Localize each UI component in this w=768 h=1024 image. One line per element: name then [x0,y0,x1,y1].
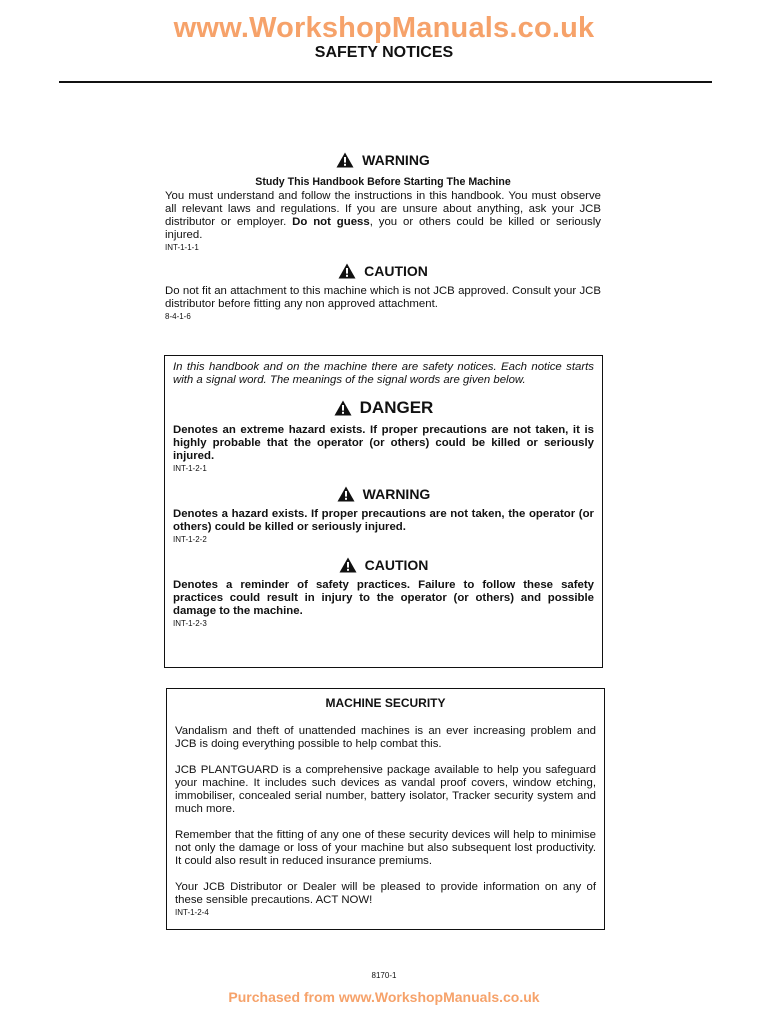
caution-notice [165,263,601,322]
warning-triangle-icon [339,557,357,573]
watermark-bottom: Purchased from www.WorkshopManuals.co.uk [228,989,540,1005]
security-paragraph: Your JCB Distributor or Dealer will be pleased to provide information on any of these sensible precautions. ACT NOW! [175,881,596,906]
box-caution-heading [173,557,594,573]
danger-ref: INT-1-2-1 [173,464,207,473]
caution-ref: 8-4-1-6 [165,312,191,321]
warning-triangle-icon [338,263,356,279]
warning-subtitle: Study This Handbook Before Starting The Machine [255,176,511,188]
security-ref: INT-1-2-4 [175,908,209,917]
danger-heading [173,398,594,418]
warning-triangle-icon [337,486,355,502]
danger-signal-word: DANGER [359,398,434,417]
page-title: SAFETY NOTICES [314,44,454,61]
signal-words-box [164,355,603,668]
danger-text: Denotes an extreme hazard exists. If proper precautions are not taken, it is highly probable that the operator (or others) could be killed or seriously injured. [173,424,594,462]
box-caution-text: Denotes a reminder of safety practices. Failure to follow these safety practices could result in injury to the operator (or others) and possible damage to the machine. [173,579,594,617]
box-caution-ref: INT-1-2-3 [173,619,207,628]
warning-signal-word: WARNING [362,152,430,168]
warning-triangle-icon [336,152,354,168]
warning-text: You must understand and follow the instructions in this handbook. You must observe all relevant laws and regulations. If you are unsure about anything, ask your JCB distributor or employer. Do not guess, you or others could be killed or seriously injured. [165,190,601,241]
page-number: 8170-1 [371,971,397,980]
warning-ref: INT-1-1-1 [165,243,199,252]
box-warning-signal-word: WARNING [362,486,431,502]
security-paragraph: Remember that the fitting of any one of these security devices will help to minimise not only the damage or loss of your machine but also subsequent lost productivity. It could also result in reduced insurance premiums. [175,829,596,867]
warning-heading [165,152,601,168]
machine-security-title: MACHINE SECURITY [325,696,446,710]
box-warning-heading [173,486,594,502]
caution-heading [165,263,601,279]
warning-notice [165,152,601,253]
machine-security-box [166,688,605,930]
caution-signal-word: CAUTION [364,263,428,279]
box-caution-signal-word: CAUTION [364,557,429,573]
security-paragraph: JCB PLANTGUARD is a comprehensive package available to help you safeguard your machine. It includes such devices as vandal proof covers, window etching, immobiliser, concealed serial number, battery isolator, Tracker security system and much more. [175,764,596,815]
security-paragraph: Vandalism and theft of unattended machines is an ever increasing problem and JCB is doing everything possible to help combat this. [175,725,596,750]
warning-triangle-icon [334,400,352,416]
watermark-top: www.WorkshopManuals.co.uk [173,12,595,44]
box-warning-text: Denotes a hazard exists. If proper precautions are not taken, the operator (or others) could be killed or seriously injured. [173,508,594,533]
signal-words-intro: In this handbook and on the machine there are safety notices. Each notice starts with a signal word. The meanings of the signal words are given below. [173,361,594,386]
caution-text: Do not fit an attachment to this machine which is not JCB approved. Consult your JCB distributor before fitting any non approved attachment. [165,285,601,310]
box-warning-ref: INT-1-2-2 [173,535,207,544]
header-divider [59,81,712,83]
